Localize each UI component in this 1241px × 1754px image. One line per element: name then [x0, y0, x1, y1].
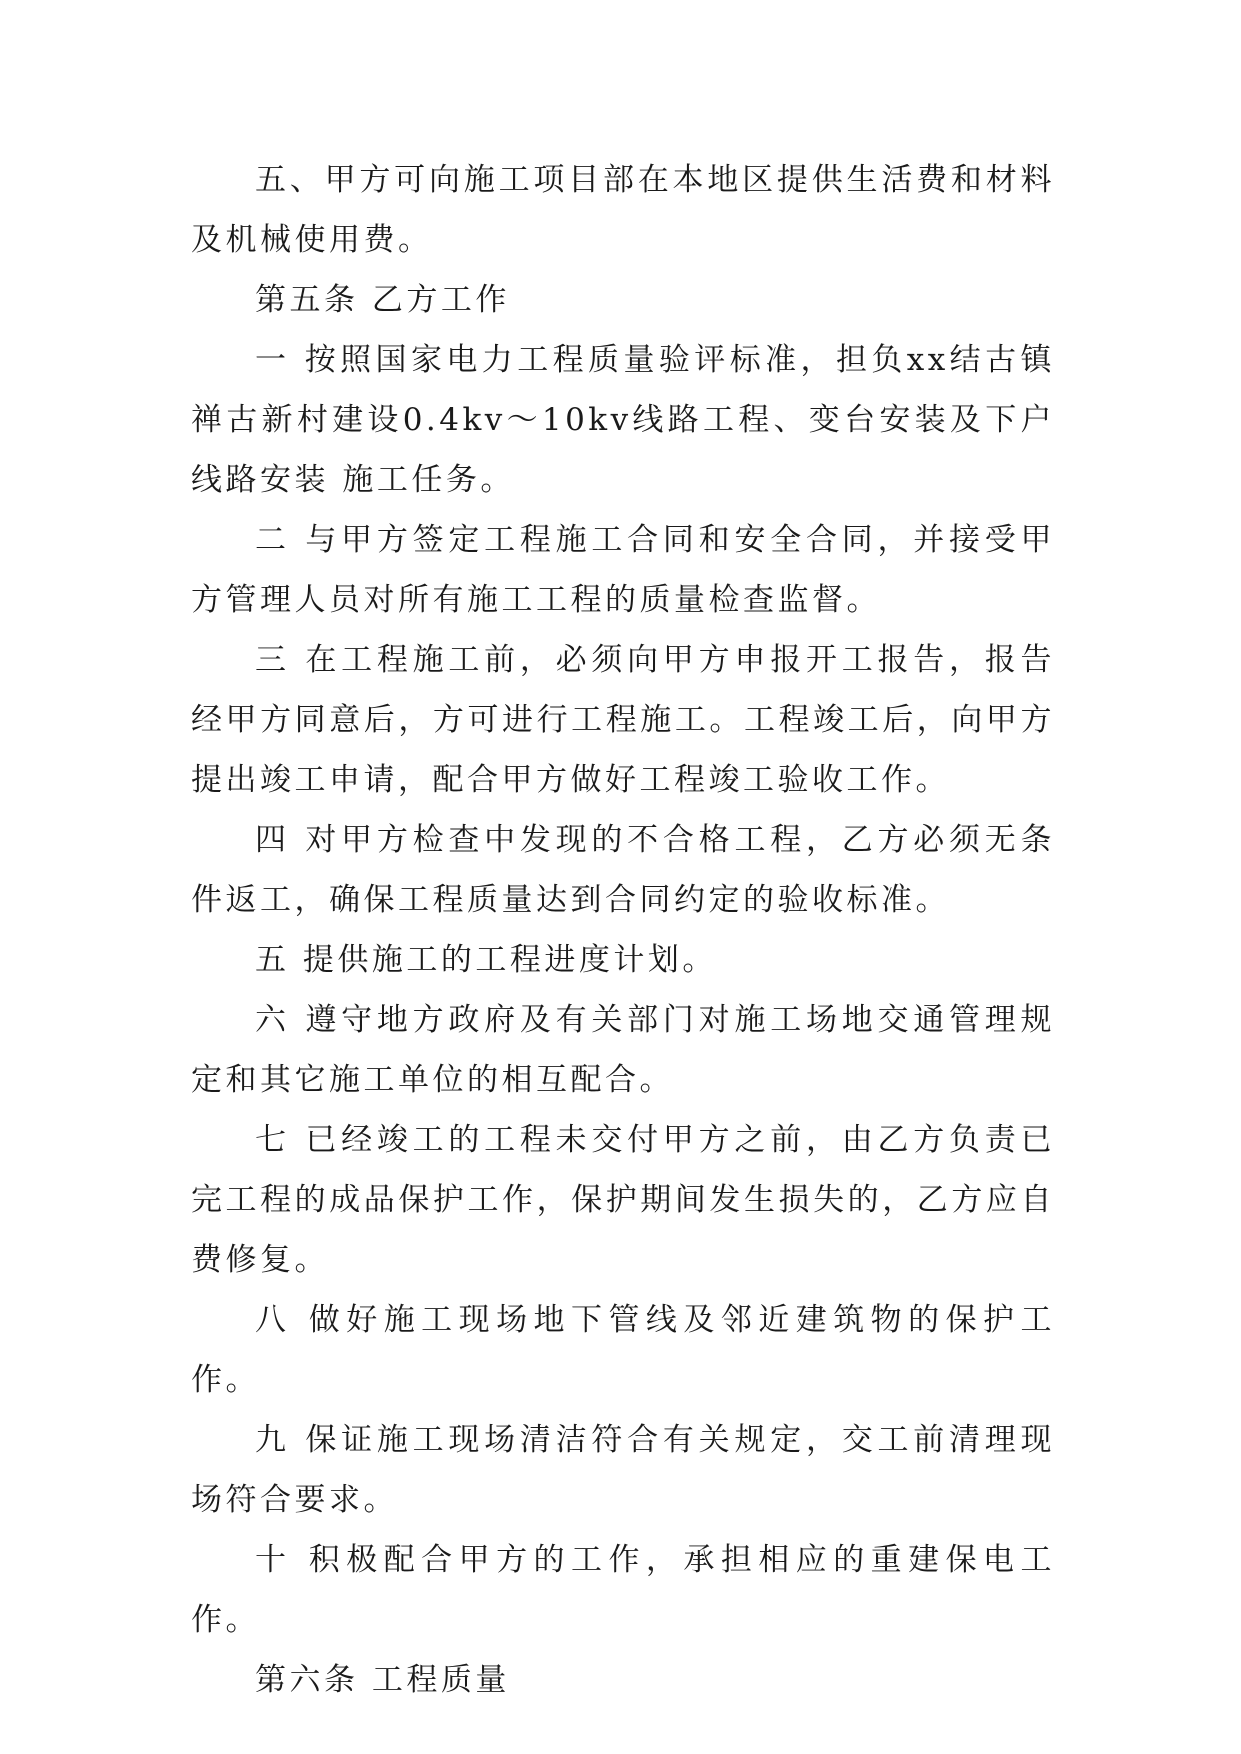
article-heading-5: 第五条 乙方工作: [255, 282, 510, 318]
clause-3: 三 在工程施工前，必须向甲方申报开工报告，报告经甲方同意后，方可进行工程施工。工程竣工后，向甲方提出竣工申请，配合甲方做好工程竣工验收工作。: [191, 642, 1055, 798]
clause-1: 一 按照国家电力工程质量验评标准，担负xx结古镇禅古新村建设0.4kv～10kv线路工程、变台安装及下户线路安装 施工任务。: [191, 342, 1055, 498]
clause-10: 十 积极配合甲方的工作，承担相应的重建保电工作。: [191, 1542, 1055, 1638]
clause-8: 八 做好施工现场地下管线及邻近建筑物的保护工作。: [191, 1302, 1055, 1398]
clause-4: 四 对甲方检查中发现的不合格工程，乙方必须无条件返工，确保工程质量达到合同约定的验收标准。: [191, 822, 1055, 918]
clause-5: 五 提供施工的工程进度计划。: [255, 942, 717, 978]
document-body: [191, 150, 1055, 1710]
clause-7: 七 已经竣工的工程未交付甲方之前，由乙方负责已完工程的成品保护工作，保护期间发生损失的，乙方应自费修复。: [191, 1122, 1055, 1278]
clause-9: 九 保证施工现场清洁符合有关规定，交工前清理现场符合要求。: [191, 1422, 1055, 1518]
article-heading-6: 第六条 工程质量: [255, 1662, 510, 1698]
clause-6: 六 遵守地方政府及有关部门对施工场地交通管理规定和其它施工单位的相互配合。: [191, 1002, 1055, 1098]
paragraph-item-5: 五、甲方可向施工项目部在本地区提供生活费和材料及机械使用费。: [191, 162, 1055, 258]
clause-2: 二 与甲方签定工程施工合同和安全合同，并接受甲方管理人员对所有施工工程的质量检查监督。: [191, 522, 1055, 618]
